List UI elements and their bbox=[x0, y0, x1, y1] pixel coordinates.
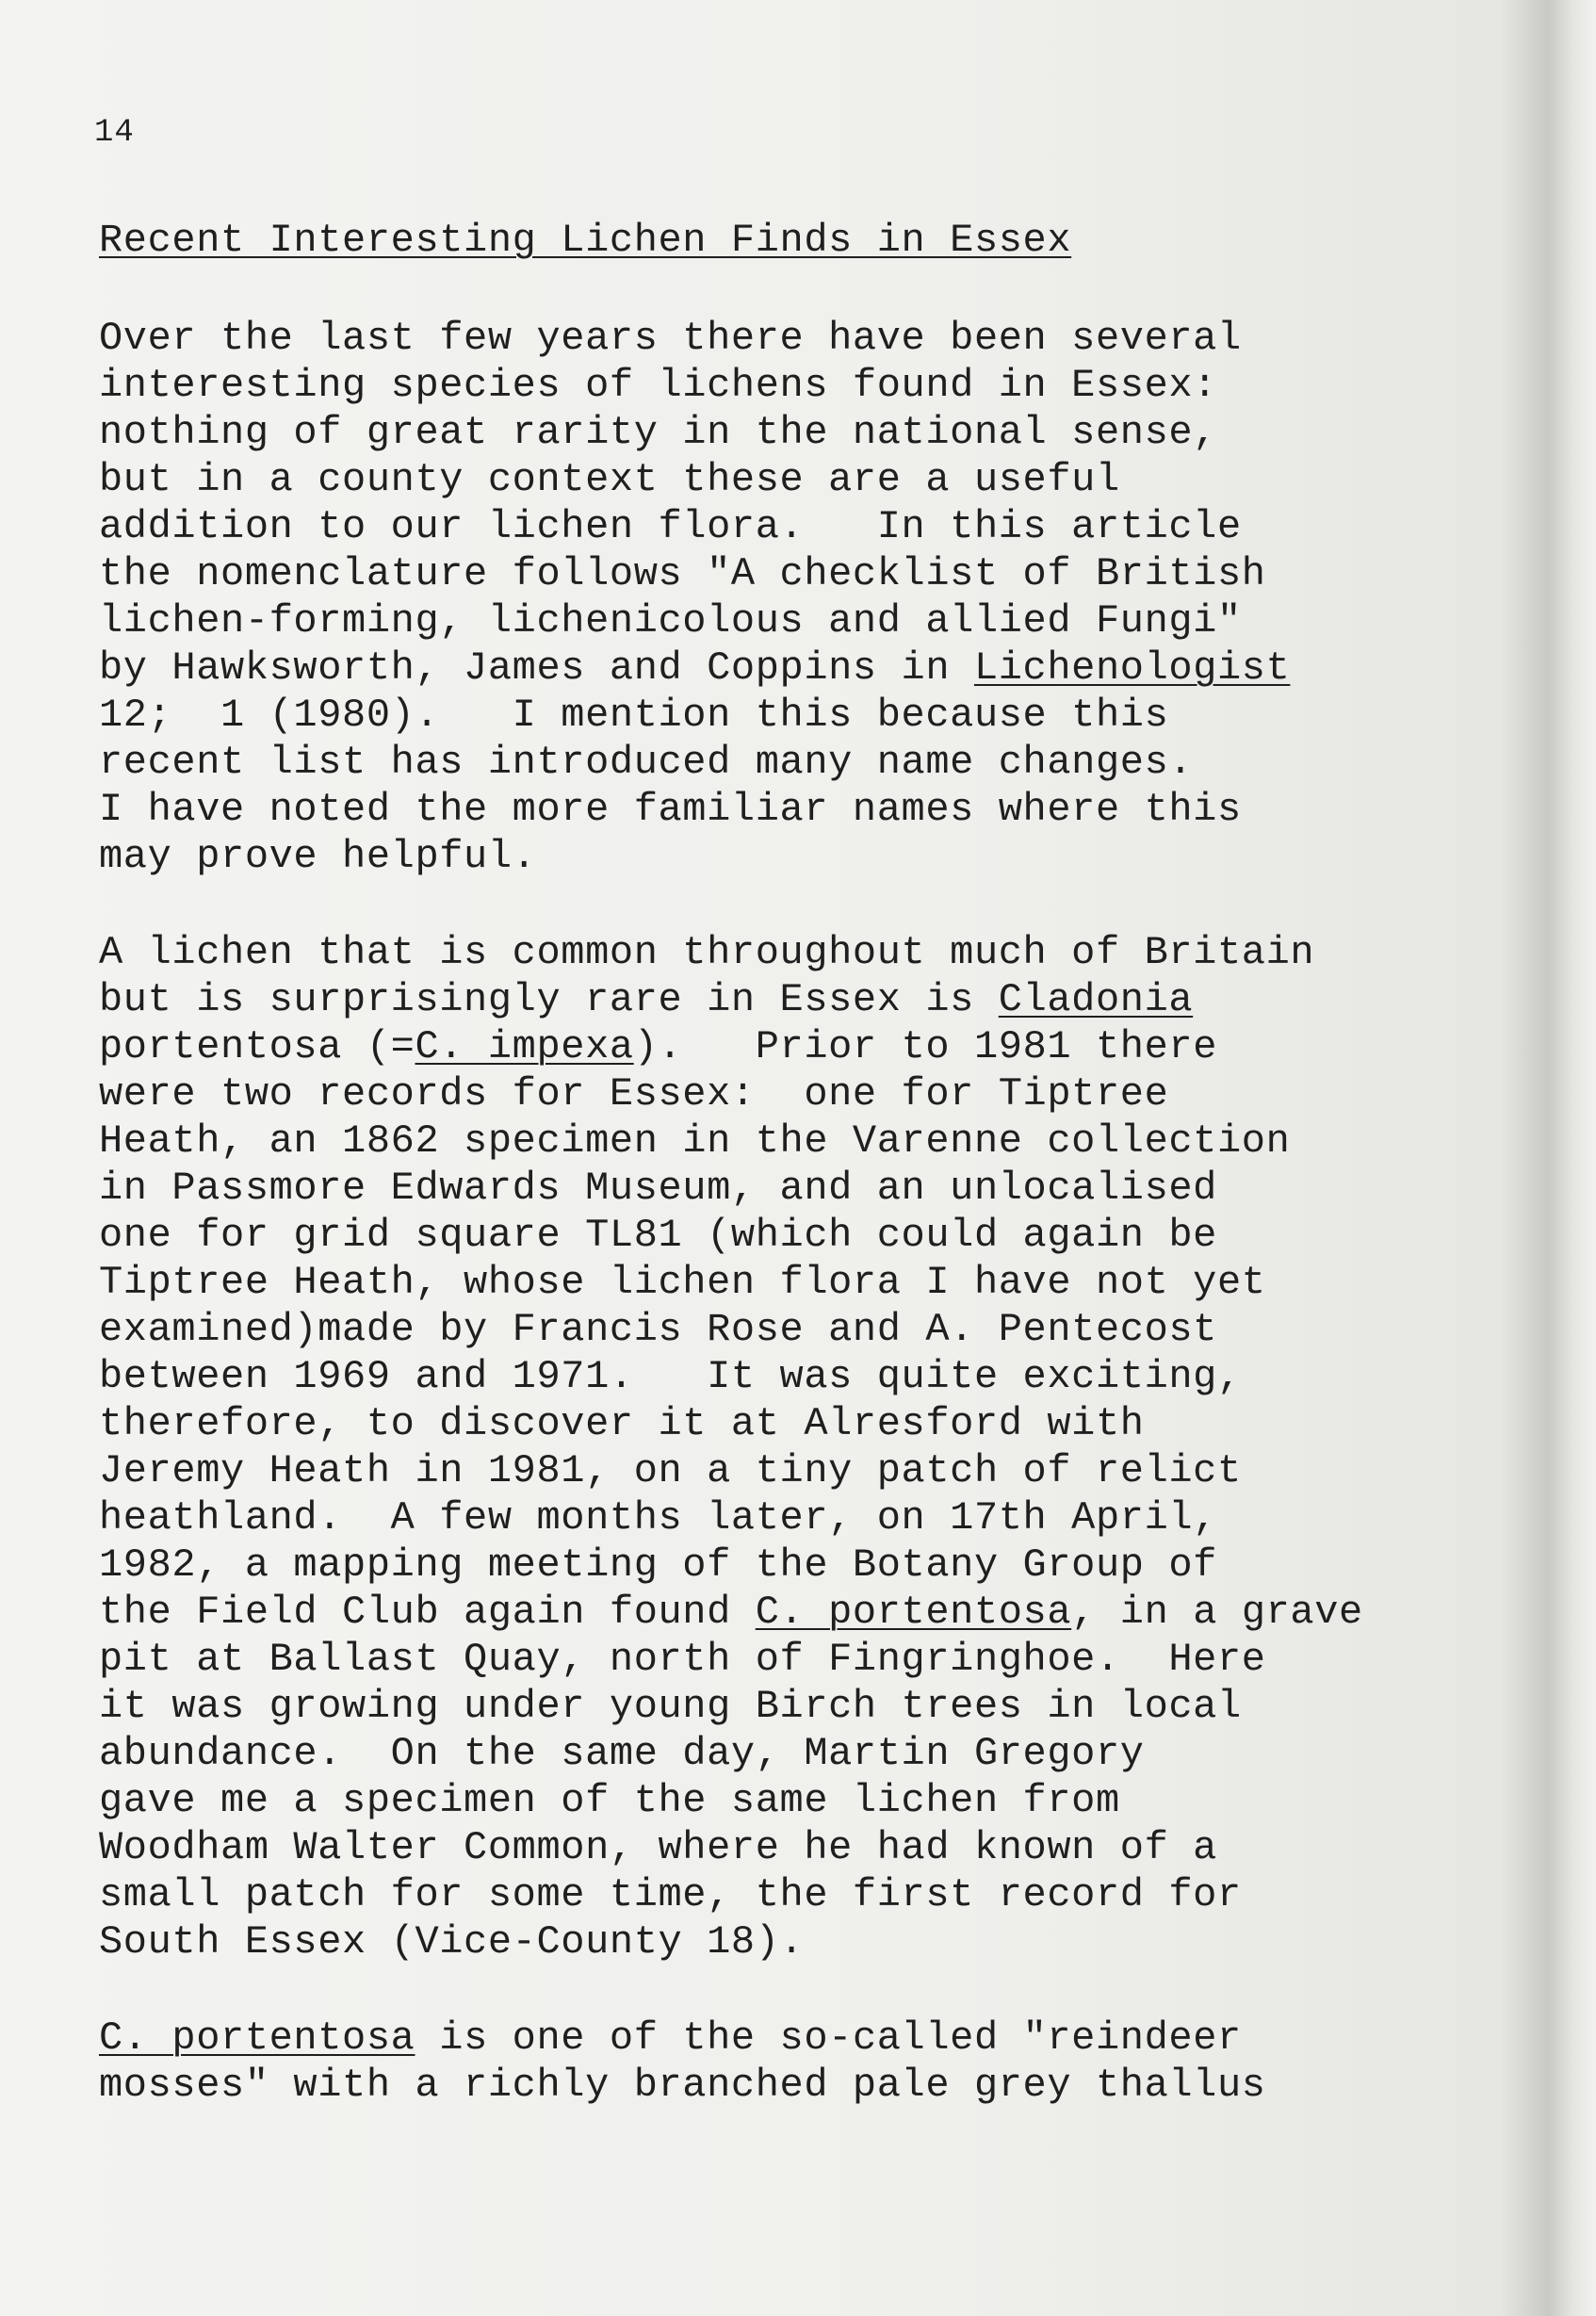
paragraph-2-line bbox=[99, 1023, 1217, 1070]
article-title: Recent Interesting Lichen Finds in Essex bbox=[99, 218, 1072, 263]
paragraph-1-line: Over the last few years there have been several bbox=[99, 316, 1242, 361]
paragraph-2-line: in Passmore Edwards Museum, and an unlocalised bbox=[99, 1166, 1217, 1211]
species-name: Cladonia bbox=[998, 977, 1194, 1022]
paragraph-1-line: the nomenclature follows "A checklist of British bbox=[99, 551, 1266, 596]
paragraph-3-line bbox=[99, 2014, 1242, 2062]
paragraph-2-line: therefore, to discover it at Alresford with bbox=[99, 1401, 1145, 1446]
paragraph-2-line: small patch for some time, the first record for bbox=[99, 1872, 1242, 1917]
paragraph-2-line: it was growing under young Birch trees in local bbox=[99, 1684, 1242, 1729]
paragraph-2-line: Jeremy Heath in 1981, on a tiny patch of relict bbox=[99, 1448, 1242, 1493]
line-text: ). Prior to 1981 there bbox=[633, 1024, 1218, 1069]
paragraph-1-line: I have noted the more familiar names where this bbox=[99, 787, 1242, 832]
species-name: C. portentosa bbox=[99, 2015, 415, 2061]
paragraph-2-line: Woodham Walter Common, where he had known of a bbox=[99, 1825, 1217, 1870]
line-text: the Field Club again found bbox=[99, 1590, 756, 1635]
paragraph-2-line: 1982, a mapping meeting of the Botany Group of bbox=[99, 1542, 1217, 1588]
paragraph-2-line bbox=[99, 1589, 1363, 1636]
species-name: C. impexa bbox=[415, 1024, 634, 1069]
paragraph-1-line: may prove helpful. bbox=[99, 834, 537, 879]
line-text: by Hawksworth, James and Coppins in bbox=[99, 645, 974, 691]
paragraph-2-line: A lichen that is common throughout much of Britain bbox=[99, 930, 1315, 975]
paragraph-1-line: nothing of great rarity in the national sense, bbox=[99, 410, 1217, 455]
paragraph-2-line: Heath, an 1862 specimen in the Varenne collection bbox=[99, 1118, 1291, 1164]
paragraph-2-line: between 1969 and 1971. It was quite exciting, bbox=[99, 1354, 1242, 1399]
line-text: is one of the so-called "reindeer bbox=[415, 2015, 1242, 2061]
species-name: C. portentosa bbox=[755, 1590, 1072, 1635]
paragraph-2-line: abundance. On the same day, Martin Gregory bbox=[99, 1731, 1145, 1776]
paragraph-1-line: lichen-forming, lichenicolous and allied Fungi" bbox=[99, 598, 1242, 644]
paragraph-2-line: examined)made by Francis Rose and A. Pentecost bbox=[99, 1307, 1217, 1352]
paragraph-2-line: were two records for Essex: one for Tiptree bbox=[99, 1071, 1169, 1117]
paragraph-1-line: recent list has introduced many name changes. bbox=[99, 740, 1194, 785]
paragraph-1-line: but in a county context these are a useful bbox=[99, 457, 1120, 502]
paragraph-2-line: one for grid square TL81 (which could again be bbox=[99, 1213, 1217, 1258]
paragraph-1-line: interesting species of lichens found in Essex: bbox=[99, 363, 1217, 408]
paragraph-1-line: 12; 1 (1980). I mention this because this bbox=[99, 693, 1169, 738]
line-text: but is surprisingly rare in Essex is bbox=[99, 977, 999, 1022]
paragraph-2-line: pit at Ballast Quay, north of Fingringhoe. Here bbox=[99, 1637, 1266, 1682]
journal-name: Lichenologist bbox=[973, 645, 1291, 691]
line-text: portentosa (= bbox=[99, 1024, 415, 1069]
paragraph-3-line: mosses" with a richly branched pale grey thallus bbox=[99, 2063, 1266, 2108]
line-text: , in a grave bbox=[1071, 1590, 1363, 1635]
paragraph-1-line: addition to our lichen flora. In this article bbox=[99, 504, 1242, 549]
page-number: 14 bbox=[94, 115, 135, 151]
paragraph-2-line: gave me a specimen of the same lichen from bbox=[99, 1778, 1120, 1823]
paragraph-2-line bbox=[99, 976, 1193, 1023]
paragraph-2-line: heathland. A few months later, on 17th April, bbox=[99, 1495, 1217, 1541]
paragraph-2-line: Tiptree Heath, whose lichen flora I have not yet bbox=[99, 1260, 1266, 1305]
paragraph-1-line bbox=[99, 644, 1290, 692]
paragraph-2-line: South Essex (Vice-County 18). bbox=[99, 1919, 805, 1965]
